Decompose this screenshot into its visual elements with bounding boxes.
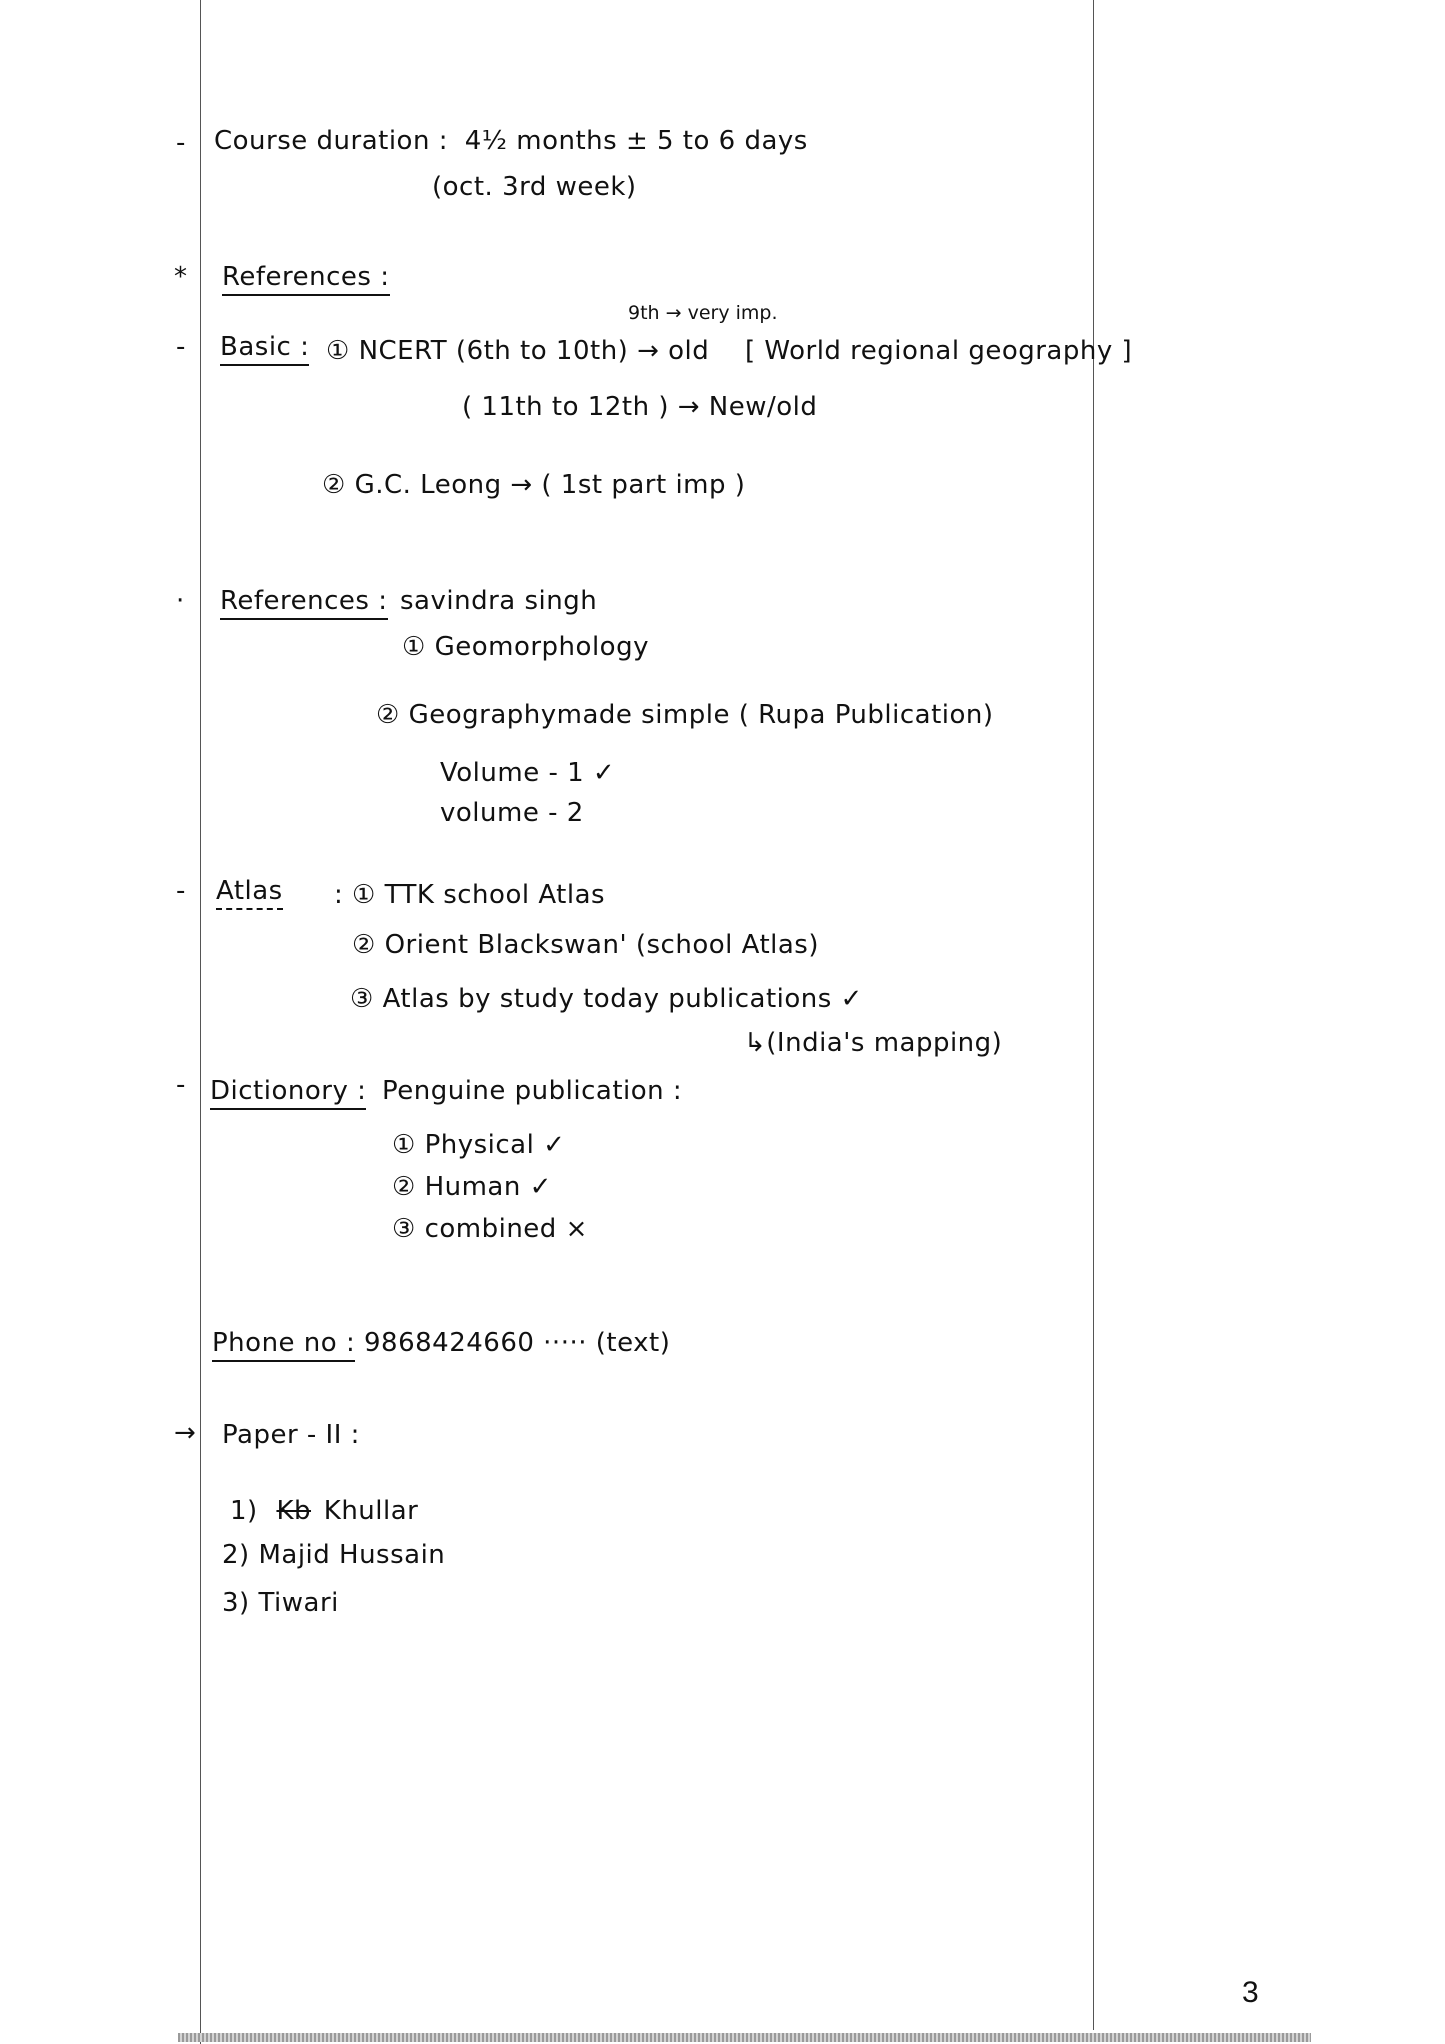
dictionary-item2: ② Human ✓ [392,1172,552,1202]
margin-mark: · [176,586,185,616]
basic-note-above: 9th → very imp. [628,302,778,324]
right-margin-line [1093,0,1094,2030]
references2-vol1: Volume - 1 ✓ [440,758,616,788]
scan-edge-bar [178,2033,1311,2042]
atlas-item1: : ① TTK school Atlas [334,880,606,910]
margin-mark: * [174,262,188,292]
paper2-item3: 3) Tiwari [222,1588,339,1618]
paper2-item2: 2) Majid Hussain [222,1540,446,1570]
references2-vol2: volume - 2 [440,798,584,828]
basic-item1-text: NCERT (6th to 10th) → old [358,336,710,366]
basic-item1-num: ① [326,336,350,366]
paper2-item1-struck: Kb [276,1496,312,1526]
references2-book2: ② Geographymade simple ( Rupa Publication) [376,700,994,730]
margin-mark: - [176,332,186,362]
references2-label: References : [220,586,388,620]
margin-mark: → [174,1418,197,1448]
course-sub: (oct. 3rd week) [432,172,637,202]
references2-author: savindra singh [400,586,598,616]
margin-mark: - [176,1070,186,1100]
phone-label: Phone no : [212,1328,355,1362]
dictionary-item1: ① Physical ✓ [392,1130,566,1160]
basic-bracket: [ World regional geography ] [745,336,1133,366]
phone-line [212,1328,670,1358]
references-heading: References : [222,262,390,296]
basic-item1 [326,336,709,366]
left-margin-line [200,0,201,2044]
atlas-item3: ③ Atlas by study today publications ✓ [350,984,863,1014]
page-number: 3 [1242,1976,1259,2009]
paper2-item1 [230,1496,418,1526]
margin-mark: - [176,876,186,906]
atlas-label: Atlas [216,876,283,910]
course-duration [214,126,808,156]
course-value: 4½ months ± 5 to 6 days [464,126,808,156]
dictionary-item3: ③ combined × [392,1214,588,1244]
references2-book1: ① Geomorphology [402,632,649,662]
basic-item1b: ( 11th to 12th ) → New/old [462,392,818,422]
paper2-item1-text: Khullar [323,1496,419,1526]
dictionary-label: Dictionory : [210,1076,366,1110]
atlas-item2: ② Orient Blackswan' (school Atlas) [352,930,819,960]
atlas-item3-note: ↳(India's mapping) [744,1028,1003,1058]
course-label: Course duration : [214,126,448,156]
basic-item2: ② G.C. Leong → ( 1st part imp ) [322,470,746,500]
margin-mark: - [176,128,186,158]
paper2-item1-num: 1) [230,1496,258,1526]
phone-value: 9868424660 ····· (text) [363,1328,671,1358]
dictionary-publisher: Penguine publication : [382,1076,683,1106]
paper2-label: Paper - II : [222,1420,360,1450]
basic-label: Basic : [220,332,309,366]
